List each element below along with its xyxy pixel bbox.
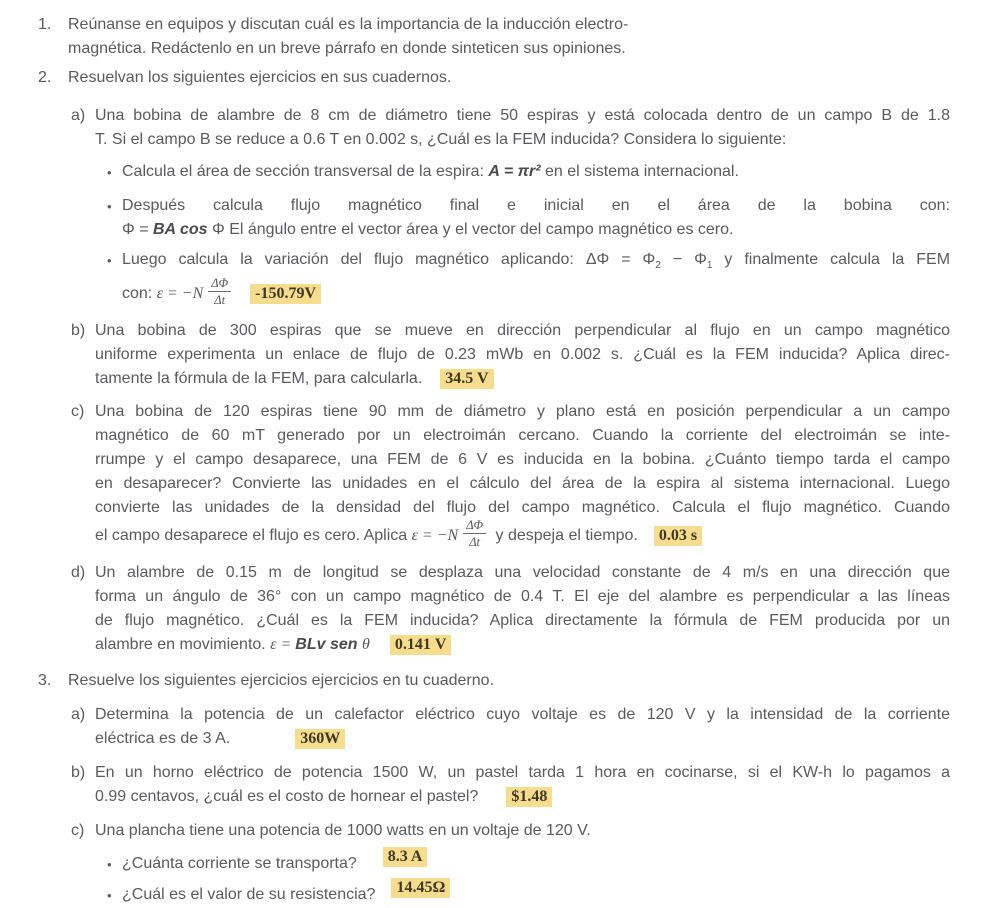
bullet-marker: • xyxy=(107,856,112,872)
paragraph xyxy=(95,104,950,152)
text-run: Calcula el área de sección transversal de la espira: xyxy=(122,163,489,180)
paragraph xyxy=(122,194,950,242)
text-line xyxy=(95,785,950,809)
text-run: en desaparecer? Convierte las unidades en el cálculo del área de la espira al sistema internacional. Luego xyxy=(95,474,950,492)
text-line xyxy=(95,633,950,657)
text-run: eléctrica es de 3 A. xyxy=(95,729,231,747)
item-3b xyxy=(71,761,950,809)
text-line xyxy=(95,727,950,751)
fraction-denominator: Δt xyxy=(469,535,481,550)
text-line xyxy=(122,878,950,907)
item-2a-bullet-flujo xyxy=(107,194,950,242)
text-run: Un alambre de 0.15 m de longitud se desplaza una velocidad constante de 4 m/s en una dirección que xyxy=(95,563,950,581)
item-2a xyxy=(71,104,950,152)
text-run: Luego calcula la variación del flujo magnético aplicando: ΔΦ = Φ xyxy=(122,251,656,268)
text-run: T. Si el campo B se reduce a 0.6 T en 0.002 s, ¿Cuál es la FEM inducida? Considera lo siguiente: xyxy=(95,131,787,148)
text-run: Una bobina de 120 espiras tiene 90 mm de diámetro y plano está en posición perpendicular a un campo xyxy=(95,402,950,420)
paragraph xyxy=(95,703,950,751)
answer-highlight: -150.79V xyxy=(250,284,321,304)
paragraph xyxy=(95,319,950,391)
answer-highlight: 14.45Ω xyxy=(391,878,450,898)
list-marker: c) xyxy=(71,402,85,420)
text-line xyxy=(68,37,950,61)
text-run: uniforme experimenta un enlace de flujo de 0.23 mWb en 0.002 s. ¿Cuál es la FEM inducida? Aplica direc- xyxy=(95,345,950,363)
text-line xyxy=(122,847,950,876)
bullet-marker: • xyxy=(107,199,112,214)
text-run: magnético de 60 mT generado por un electroimán cercano. Cuando la corriente del electroimán se inte- xyxy=(95,426,950,444)
item-3c-bullet-resistencia xyxy=(107,878,950,908)
text-line xyxy=(95,367,950,391)
text-run: ¿Cuánta corriente se transporta? xyxy=(122,854,357,872)
fraction-delta-phi-over-delta-t xyxy=(208,276,231,308)
list-marker: 1. xyxy=(38,16,52,33)
text-run: Φ = xyxy=(122,221,153,238)
item-2 xyxy=(38,66,950,90)
text-line xyxy=(95,517,950,552)
item-3 xyxy=(38,669,950,693)
text-line xyxy=(122,278,950,310)
formula-run: BLv sen xyxy=(295,635,362,653)
paragraph xyxy=(122,160,950,184)
text-run: Resuelvan los siguientes ejercicios en sus cuadernos. xyxy=(68,69,452,86)
text-run: forma un ángulo de 36° con un campo magnético de 0.4 T. El eje del alambre es perpendicular a las líneas xyxy=(95,587,950,605)
item-2d xyxy=(71,561,950,657)
text-run: magnética. Redáctenlo en un breve párrafo en donde sinteticen sus opiniones. xyxy=(68,40,626,57)
text-line xyxy=(122,194,950,218)
text-run: rrumpe y el campo desaparece, una FEM de 6 V es inducida en la bobina. ¿Cuánto tiempo tarda el campo xyxy=(95,450,950,468)
text-line xyxy=(68,66,950,90)
text-line xyxy=(122,160,950,184)
text-run: Una bobina de 300 espiras que se mueve en dirección perpendicular al flujo en un campo magnético xyxy=(95,321,950,339)
text-line xyxy=(95,400,950,424)
list-marker: a) xyxy=(71,107,86,124)
paragraph xyxy=(122,248,950,310)
fraction-denominator: Δt xyxy=(214,293,226,308)
answer-highlight: 8.3 A xyxy=(383,847,428,867)
item-3c-bullet-corriente xyxy=(107,847,950,877)
text-run: Φ El ángulo entre el vector área y el vector del campo magnético es cero. xyxy=(207,221,734,238)
text-line xyxy=(95,496,950,520)
text-run: convierte las unidades de la densidad del flujo del campo magnético. Calcula el flujo magnético. Cuando xyxy=(95,498,950,516)
item-2c xyxy=(71,400,950,552)
text-run: alambre en movimiento. xyxy=(95,635,271,653)
formula-run: A = πr² xyxy=(488,163,541,180)
text-line xyxy=(68,669,950,693)
text-run: con: xyxy=(122,285,157,303)
text-run: En un horno eléctrico de potencia 1500 W, un pastel tarda 1 hora en cocinarse, si el KW-h lo pagamos a xyxy=(95,763,950,781)
text-line xyxy=(95,472,950,496)
text-run: el campo desaparece el flujo es cero. Aplica xyxy=(95,526,412,544)
paragraph xyxy=(95,400,950,552)
text-line xyxy=(95,104,950,128)
item-1 xyxy=(38,13,950,61)
fraction-delta-phi-over-delta-t xyxy=(463,518,486,550)
paragraph xyxy=(122,878,950,907)
list-marker: 2. xyxy=(38,69,52,86)
answer-highlight: 0.03 s xyxy=(654,526,702,546)
text-run: en el sistema internacional. xyxy=(540,163,739,180)
text-line xyxy=(95,561,950,585)
text-line xyxy=(95,128,950,152)
list-marker: d) xyxy=(71,563,86,581)
answer-highlight: 360W xyxy=(295,729,345,749)
text-run: y despeja el tiempo. xyxy=(491,526,638,544)
text-line xyxy=(95,703,950,727)
paragraph xyxy=(95,561,950,657)
text-run: Determina la potencia de un calefactor eléctrico cuyo voltaje es de 120 V y la intensidad de la corriente xyxy=(95,705,950,723)
list-marker: b) xyxy=(71,763,86,781)
text-line xyxy=(95,585,950,609)
paragraph xyxy=(68,66,950,90)
text-line xyxy=(95,319,950,343)
text-run: de flujo magnético. ¿Cuál es la FEM inducida? Aplica directamente la fórmula de FEM producida por un xyxy=(95,611,950,629)
text-line xyxy=(122,218,950,242)
answer-highlight: $1.48 xyxy=(506,787,552,807)
text-run: tamente la fórmula de la FEM, para calcularla. xyxy=(95,369,423,387)
formula-run: ε = −N xyxy=(156,285,204,303)
item-2a-bullet-fem xyxy=(107,248,950,310)
text-run: Una bobina de alambre de 8 cm de diámetro tiene 50 espiras y está colocada dentro de un campo B de 1.8 xyxy=(95,107,950,124)
text-run: Una plancha tiene una potencia de 1000 watts en un voltaje de 120 V. xyxy=(95,821,591,839)
text-line xyxy=(95,761,950,785)
list-marker: b) xyxy=(71,321,86,339)
formula-run: ε = xyxy=(270,635,296,653)
text-line xyxy=(95,819,950,843)
text-line xyxy=(95,424,950,448)
text-run: Resuelve los siguientes ejercicios ejercicios en tu cuaderno. xyxy=(68,671,494,689)
bullet-marker: • xyxy=(107,253,112,268)
text-run: 2 xyxy=(655,260,661,271)
paragraph xyxy=(68,13,950,61)
answer-highlight: 0.141 V xyxy=(390,635,452,655)
item-2b xyxy=(71,319,950,391)
fraction-numerator: ΔΦ xyxy=(463,518,486,534)
answer-highlight: 34.5 V xyxy=(440,369,493,389)
item-3a xyxy=(71,703,950,751)
item-2a-bullet-area xyxy=(107,160,950,185)
paragraph xyxy=(95,819,950,843)
paragraph xyxy=(68,669,950,693)
text-run: y finalmente calcula la FEM xyxy=(712,251,951,268)
text-line xyxy=(95,448,950,472)
text-run: Después calcula flujo magnético final e inicial en el área de la bobina con: xyxy=(122,197,950,214)
formula-run: ε = −N xyxy=(411,526,459,544)
text-run: − Φ xyxy=(660,251,707,268)
text-line xyxy=(95,343,950,367)
list-marker: a) xyxy=(71,705,86,723)
formula-run: BA cos xyxy=(153,221,208,238)
text-run: 0.99 centavos, ¿cuál es el costo de hornear el pastel? xyxy=(95,787,479,805)
paragraph xyxy=(95,761,950,809)
list-marker: 3. xyxy=(38,671,52,689)
paragraph xyxy=(122,847,950,876)
fraction-numerator: ΔΦ xyxy=(208,276,231,292)
bullet-marker: • xyxy=(107,887,112,903)
text-run: Reúnanse en equipos y discutan cuál es la importancia de la inducción electro- xyxy=(68,16,629,33)
item-3c xyxy=(71,819,950,843)
bullet-marker: • xyxy=(107,165,112,180)
text-run: 1 xyxy=(706,260,713,271)
text-line xyxy=(95,609,950,633)
text-run: ¿Cuál es el valor de su resistencia? xyxy=(122,885,376,903)
text-line xyxy=(122,248,950,278)
formula-run: θ xyxy=(361,635,370,653)
text-line xyxy=(68,13,950,37)
list-marker: c) xyxy=(71,821,85,839)
